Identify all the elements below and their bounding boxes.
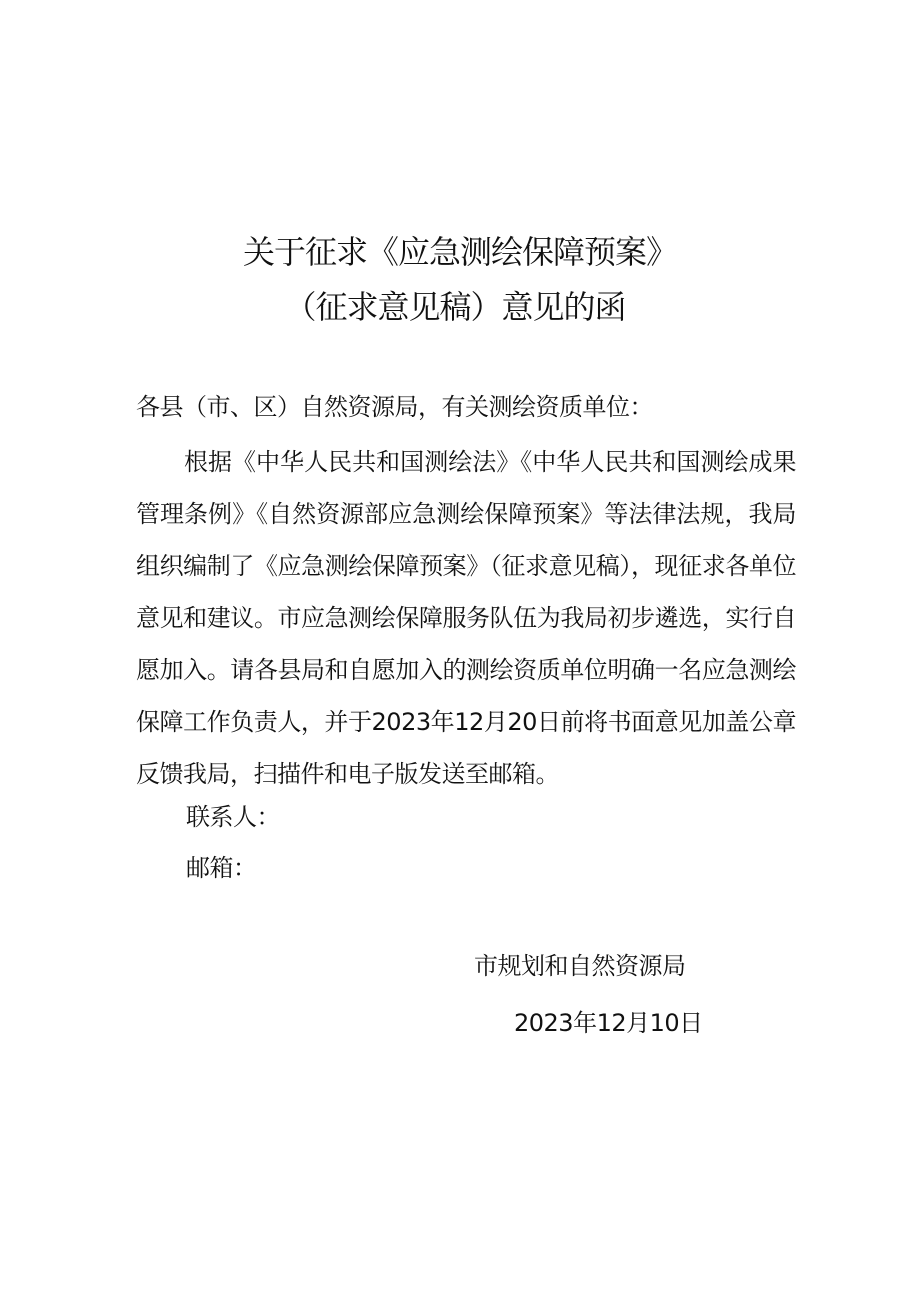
- body-paragraph: 根据《中华人民共和国测绘法》《中华人民共和国测绘成果管理条例》《自然资源部应急测绘保障预案》等法律法规，我局组织编制了《应急测绘保障预案》（征求意见稿），现征求各单位意见和建议。市应急测绘保障服务队伍为我局初步遴选，实行自愿加入。请各县局和自愿加入的测绘资质单位明确一名应急测绘保障工作负责人，并于2023年12月20日前将书面意见加盖公章反馈我局，扫描件和电子版发送至邮箱。: [136, 448, 796, 788]
- document-date: 2023年12月10日: [514, 1009, 703, 1037]
- contact-label: 联系人：: [186, 803, 280, 831]
- salutation: 各县（市、区）自然资源局，有关测绘资质单位：: [136, 393, 653, 421]
- email-label: 邮箱：: [186, 854, 257, 882]
- document-title-line-1: 关于征求《应急测绘保障预案》: [242, 233, 677, 271]
- document-title-line-2: （征求意见稿）意见的函: [284, 288, 626, 326]
- signer: 市规划和自然资源局: [474, 952, 686, 980]
